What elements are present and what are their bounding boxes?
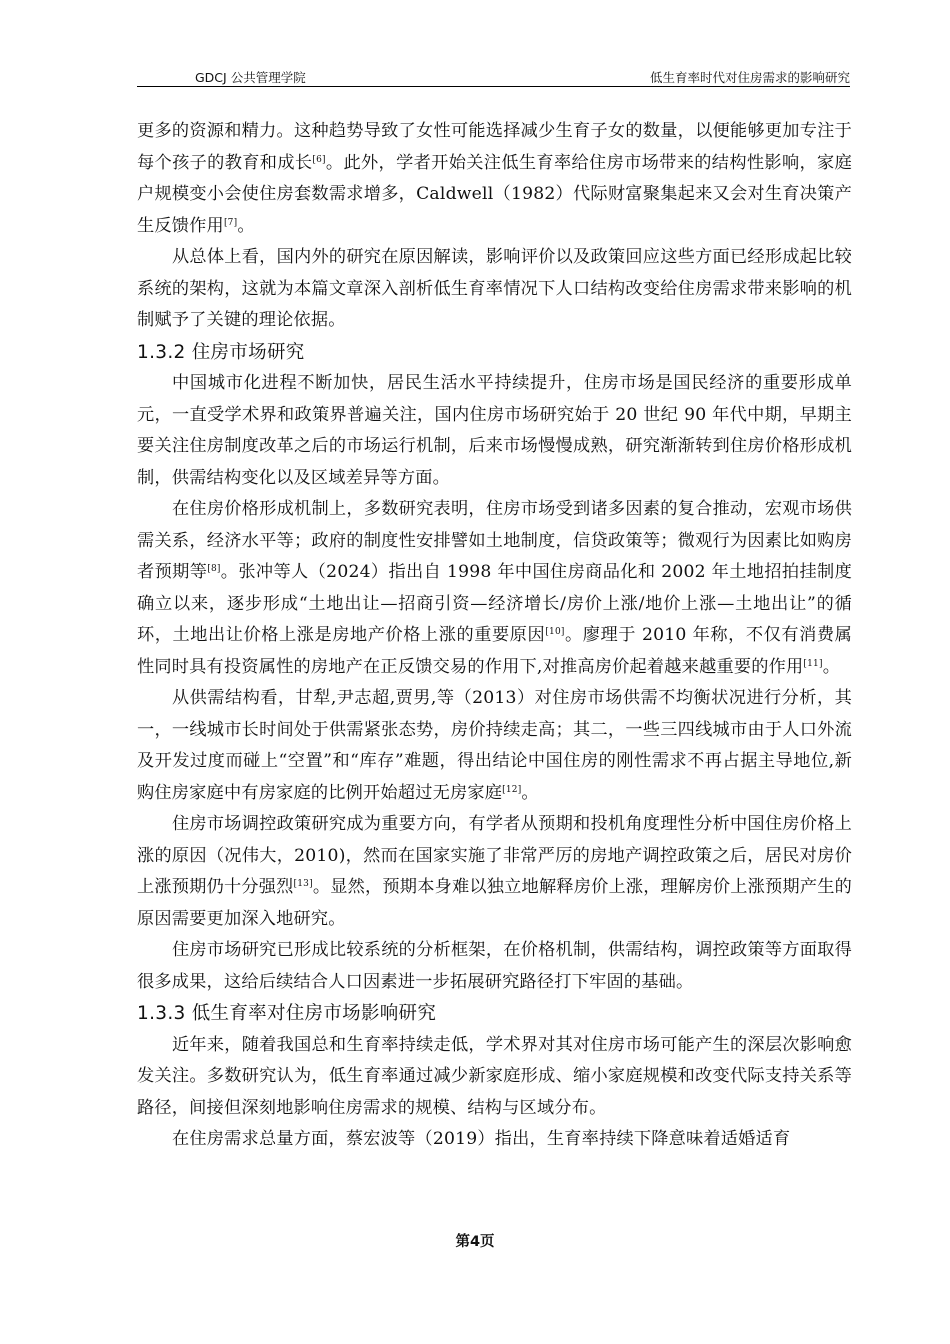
page-number: 第4页 xyxy=(455,1234,495,1250)
citation[interactable]: [6] xyxy=(312,154,326,165)
paragraph: 更多的资源和精力。这种趋势导致了女性可能选择减少生育子女的数量，以便能够更加专注于每个孩子的教育和成长[6]。此外，学者开始关注低生育率给住房市场带来的结构性影响，家庭户规模变小会使住房套数需求增多，Caldwell（1982）代际财富聚集起来又会对生育决策产生反馈作用[7]。 xyxy=(137,121,852,236)
citation[interactable]: [10] xyxy=(545,627,565,637)
page-body xyxy=(137,116,852,1156)
citation[interactable]: [7] xyxy=(223,217,238,228)
page-header xyxy=(137,66,850,87)
section-heading: 1.3.3 低生育率对住房市场影响研究 xyxy=(137,1003,437,1024)
paragraph: 从总体上看，国内外的研究在原因解读，影响评价以及政策回应这些方面已经形成起比较系统的架构，这就为本篇文章深入剖析低生育率情况下人口结构改变给住房需求带来影响的机制赋予了关键的理论依据。 xyxy=(137,247,852,330)
paragraph: 近年来，随着我国总和生育率持续走低，学术界对其对住房市场可能产生的深层次影响愈发关注。多数研究认为，低生育率通过减少新家庭形成、缩小家庭规模和改变代际支持关系等路径，间接但深刻地影响住房需求的规模、结构与区域分布。 xyxy=(137,1034,852,1118)
citation[interactable]: [8] xyxy=(207,564,221,574)
paragraph: 住房市场调控政策研究成为重要方向，有学者从预期和投机角度理性分析中国住房价格上涨的原因（况伟大，2010)，然而在国家实施了非常严厉的房地产调控政策之后，居民对房价上涨预期仍十分强烈[13]。显然，预期本身难以独立地解释房价上涨，理解房价上涨预期产生的原因需要更加深入地研究。 xyxy=(137,814,853,929)
paragraph: 在住房价格形成机制上，多数研究表明，住房市场受到诸多因素的复合推动，宏观市场供需关系，经济水平等；政府的制度性安排譬如土地制度，信贷政策等；微观行为因素比如购房者预期等[8]。张冲等人（2024）指出自 1998 年中国住房商品化和 2002 年土地招拍挂制度确立以来，逐步形成“土地出让—招商引资—经济增长/房价上涨/地价上涨—土地出让”的循环，土地出让价格上涨是房地产价格上涨的重要原因[10]。廖理于 2010 年称，不仅有消费属性同时具有投资属性的房地产在正反馈交易的作用下,对推高房价起着越来越重要的作用[11]。 xyxy=(137,499,852,677)
section-heading: 1.3.2 住房市场研究 xyxy=(137,341,305,363)
header-school: GDCJ 公共管理学院 xyxy=(195,70,306,85)
citation[interactable]: [12] xyxy=(502,784,522,795)
citation[interactable]: [11] xyxy=(803,658,823,669)
paragraph: 住房市场研究已形成比较系统的分析框架，在价格机制，供需结构，调控政策等方面取得很多成果，这给后续结合人口因素进一步拓展研究路径打下牢固的基础。 xyxy=(137,940,852,992)
paragraph: 在住房需求总量方面，蔡宏波等（2019）指出，生育率持续下降意味着适婚适育 xyxy=(172,1129,791,1149)
header-title: 低生育率时代对住房需求的影响研究 xyxy=(649,70,850,85)
paragraph: 从供需结构看，甘犁,尹志超,贾男,等（2013）对住房市场供需不均衡状况进行分析，其一，一线城市长时间处于供需紧张态势，房价持续走高；其二，一些三四线城市由于人口外流及开发过度而碰上“空置”和“库存”难题，得出结论中国住房的刚性需求不再占据主导地位,新购住房家庭中有房家庭的比例开始超过无房家庭[12]。 xyxy=(137,688,852,803)
citation[interactable]: [13] xyxy=(293,879,313,889)
paragraph: 中国城市化进程不断加快，居民生活水平持续提升，住房市场是国民经济的重要形成单元，一直受学术界和政策界普遍关注，国内住房市场研究始于 20 世纪 90 年代中期，早期主要关注住房制度改革之后的市场运行机制，后来市场慢慢成熟，研究渐渐转到住房价格形成机制，供需结构变化以及区域差异等方面。 xyxy=(137,373,852,488)
